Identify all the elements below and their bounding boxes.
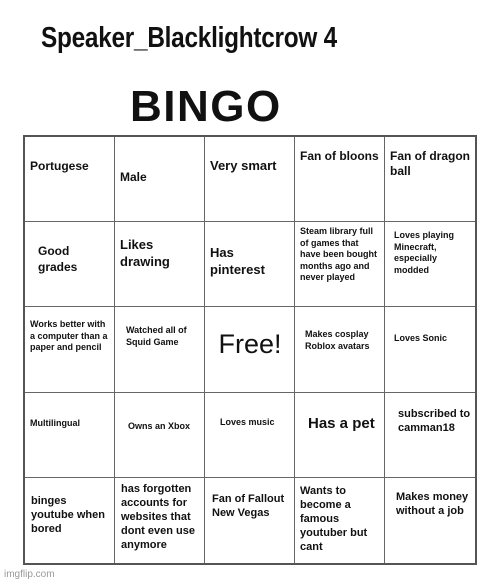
bingo-cell-r2c4[interactable]: Steam library full of games that have been bought months ago and never played — [295, 222, 385, 307]
bingo-cell-r4c4[interactable]: Has a pet — [295, 393, 385, 478]
bingo-heading: BINGO — [130, 82, 282, 131]
bingo-cell-r4c2[interactable]: Owns an Xbox — [115, 393, 205, 478]
bingo-cell-r5c5[interactable]: Makes money without a job — [396, 490, 469, 517]
bingo-cell-r2c2[interactable]: Likes drawing — [115, 222, 205, 307]
bingo-cell-r5c2[interactable]: has forgotten accounts for websites that dont even use anymore — [115, 478, 205, 563]
imgflip-watermark: imgflip.com — [4, 569, 55, 580]
bingo-cell-r5c1[interactable]: binges youtube when bored — [25, 478, 115, 563]
bingo-cell-r5c3[interactable]: Fan of Fallout New Vegas — [205, 478, 295, 563]
bingo-cell-r2c3[interactable]: Has pinterest — [205, 222, 295, 307]
bingo-cell-r4c1[interactable]: Multilingual — [25, 393, 115, 478]
bingo-free-space[interactable]: Free! — [205, 307, 295, 392]
bingo-cell-r3c4[interactable]: Makes cosplay Roblox avatars — [295, 307, 385, 392]
bingo-cell-r3c1[interactable]: Works better with a computer than a paper and pencil — [25, 307, 115, 392]
bingo-cell-r3c2[interactable]: Watched all of Squid Game — [115, 307, 205, 392]
bingo-cell-r1c5[interactable]: Fan of dragon ball — [385, 137, 475, 222]
bingo-cell-r2c5[interactable]: Loves playing Minecraft, especially modded — [385, 222, 475, 307]
bingo-cell-r2c1[interactable]: Good grades — [25, 222, 115, 307]
bingo-cell-r1c4[interactable]: Fan of bloons — [295, 137, 385, 222]
board-owner-title: Speaker_Blacklightcrow 4 — [41, 22, 337, 54]
bingo-cell-r4c5[interactable]: subscribed to camman18 — [385, 393, 475, 478]
bingo-cell-r3c5[interactable]: Loves Sonic — [385, 307, 475, 392]
bingo-board — [23, 135, 477, 565]
bingo-cell-r1c1[interactable]: Portugese — [25, 137, 115, 222]
bingo-cell-r1c2[interactable]: Male — [115, 137, 205, 222]
bingo-cell-r5c4[interactable]: Wants to become a famous youtuber but cant — [295, 478, 385, 563]
bingo-cell-r4c3[interactable]: Loves music — [205, 393, 295, 478]
bingo-cell-r1c3[interactable]: Very smart — [205, 137, 295, 222]
